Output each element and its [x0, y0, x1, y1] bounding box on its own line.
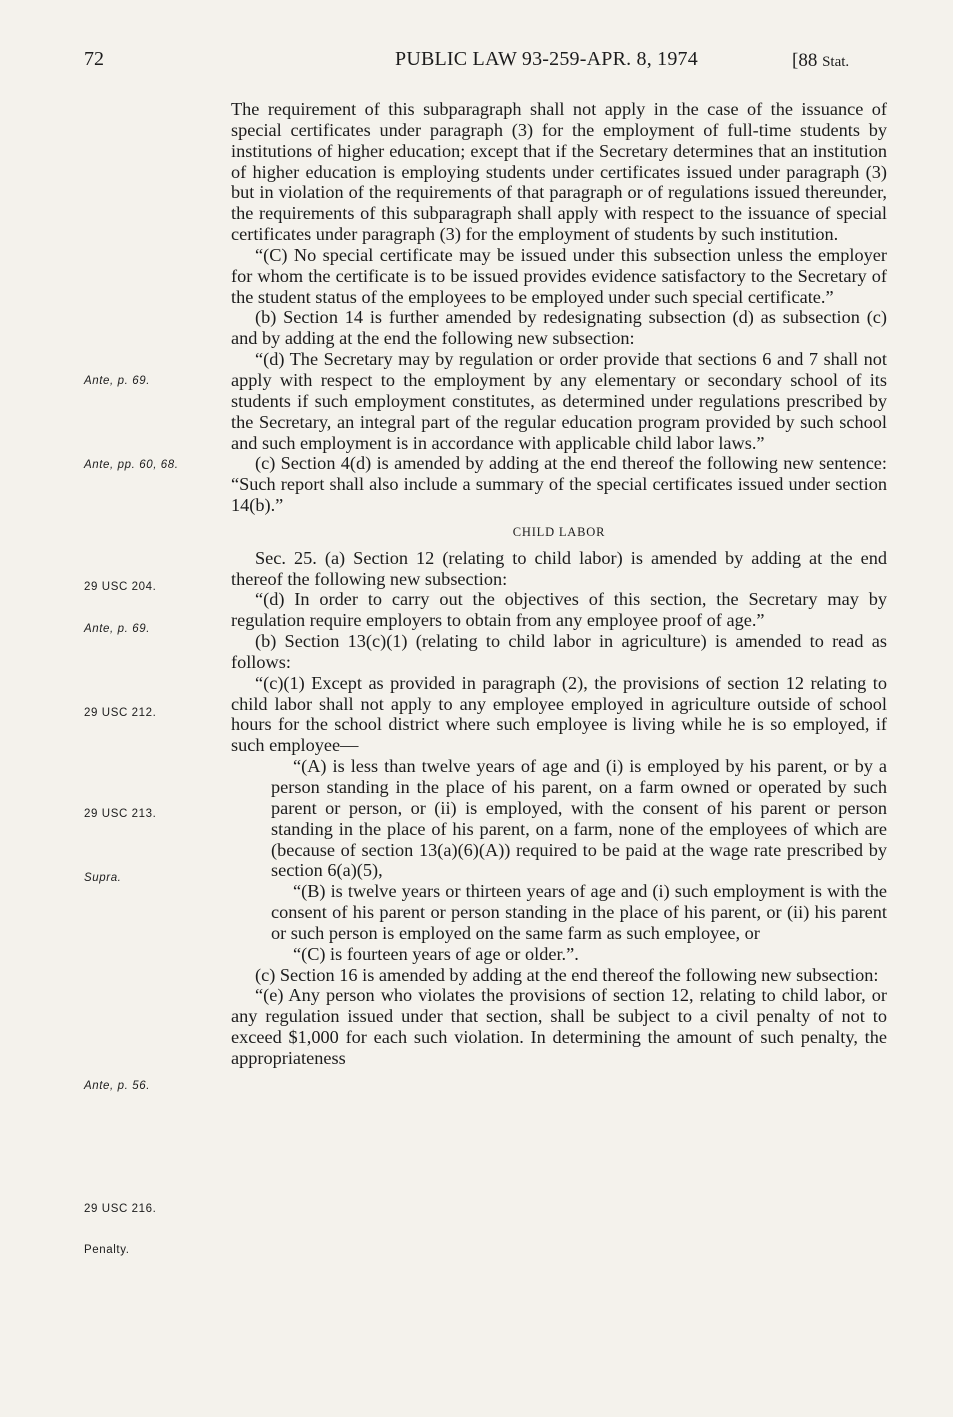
- paragraph: (c) Section 4(d) is amended by adding at the end thereof the following new sentence: “Such report shall also include a summary of the special certificates issued under section 14(b).”: [231, 453, 887, 516]
- paragraph: (b) Section 13(c)(1) (relating to child labor in agriculture) is amended to read as follows:: [231, 631, 887, 672]
- body-text: [231, 99, 887, 1069]
- page-number: 72: [84, 48, 104, 70]
- paragraph: (b) Section 14 is further amended by redesignating subsection (d) as subsection (c) and by adding at the end the following new subsection:: [231, 307, 887, 349]
- paragraph: “(d) The Secretary may by regulation or order provide that sections 6 and 7 shall not apply with respect to the employment by any elementary or secondary school of its students if such employment constitutes, as determined under regulations prescribed by the Secretary, an integral part of the regular education program provided by such school and such employment is in accordance with applicable child labor laws.”: [231, 349, 887, 453]
- stat-label: Stat.: [822, 54, 850, 70]
- paragraph: (c) Section 16 is amended by adding at the end thereof the following new subsection:: [255, 964, 879, 985]
- margin-note: Ante, pp. 60, 68.: [84, 459, 179, 471]
- margin-note: Penalty.: [84, 1244, 130, 1256]
- paragraph: Sec. 25. (a) Section 12 (relating to child labor) is amended by adding at the end thereof the following new subsection:: [231, 547, 887, 589]
- paragraph: “(d) In order to carry out the objectives of this section, the Secretary may by regulation require employers to obtain from any employee proof of age.”: [231, 589, 887, 631]
- paragraph: The requirement of this subparagraph shall not apply in the case of the issuance of special certificates under paragraph (3) for the employment of full-time students by institutions of higher education; except that if the Secretary determines that an institution of higher education is employing students under certificates issued under paragraph (3) but in violation of the requirements of that paragraph or of regulations issued thereunder, the requirements of this subparagraph shall apply with respect to the issuance of special certificates under paragraph (3) for the employment of students by such institution.: [231, 99, 887, 245]
- subparagraph: “(B) is twelve years or thirteen years of age and (i) such employment is with the consent of his parent or person standing in the place of his parent, or (ii) his parent or such person is employed on the same farm as such employee, or: [271, 881, 887, 943]
- statute-citation: [792, 50, 849, 72]
- paragraph: “(e) Any person who violates the provisions of section 12, relating to child labor, or any regulation issued under that section, shall be subject to a civil penalty of not to exceed $1,000 for each such violation. In determining the amount of such penalty, the appropriateness: [231, 985, 887, 1068]
- margin-note: 29 USC 212.: [84, 707, 157, 719]
- page-header: [0, 48, 953, 78]
- subparagraph: “(C) is fourteen years of age or older.”.: [293, 943, 579, 964]
- paragraph: “(C) No special certificate may be issued under this subsection unless the employer for whom the certificate is to be issued provides evidence satisfactory to the Secretary of the student status of the employees to be employed under such special certificate.”: [231, 244, 887, 307]
- margin-note: Ante, p. 56.: [84, 1080, 151, 1092]
- margin-note: Ante, p. 69.: [84, 623, 151, 635]
- margin-note: Supra.: [84, 872, 122, 884]
- margin-note: 29 USC 216.: [84, 1203, 157, 1215]
- margin-note: 29 USC 204.: [84, 581, 157, 593]
- subparagraph: “(A) is less than twelve years of age and (i) is employed by his parent, or by a person standing in the place of his parent, on a farm owned or operated by such parent or person, or (ii) is employed, with the consent of his parent or person standing in the place of his parent, on a farm, none of the employees of which are (because of section 13(a)(6)(A)) required to be paid at the wage rate prescribed by section 6(a)(5),: [271, 756, 887, 881]
- margin-note: Ante, p. 69.: [84, 375, 151, 387]
- margin-note: 29 USC 213.: [84, 808, 157, 820]
- stat-volume: [88: [792, 50, 818, 71]
- section-heading: CHILD LABOR: [512, 524, 606, 539]
- paragraph: “(c)(1) Except as provided in paragraph (2), the provisions of section 12 relating to child labor shall not apply to any employee employed in agriculture outside of school hours for the school district where such employee is living while he is so employed, if such employee—: [231, 672, 887, 756]
- running-title: PUBLIC LAW 93-259-APR. 8, 1974: [395, 48, 698, 70]
